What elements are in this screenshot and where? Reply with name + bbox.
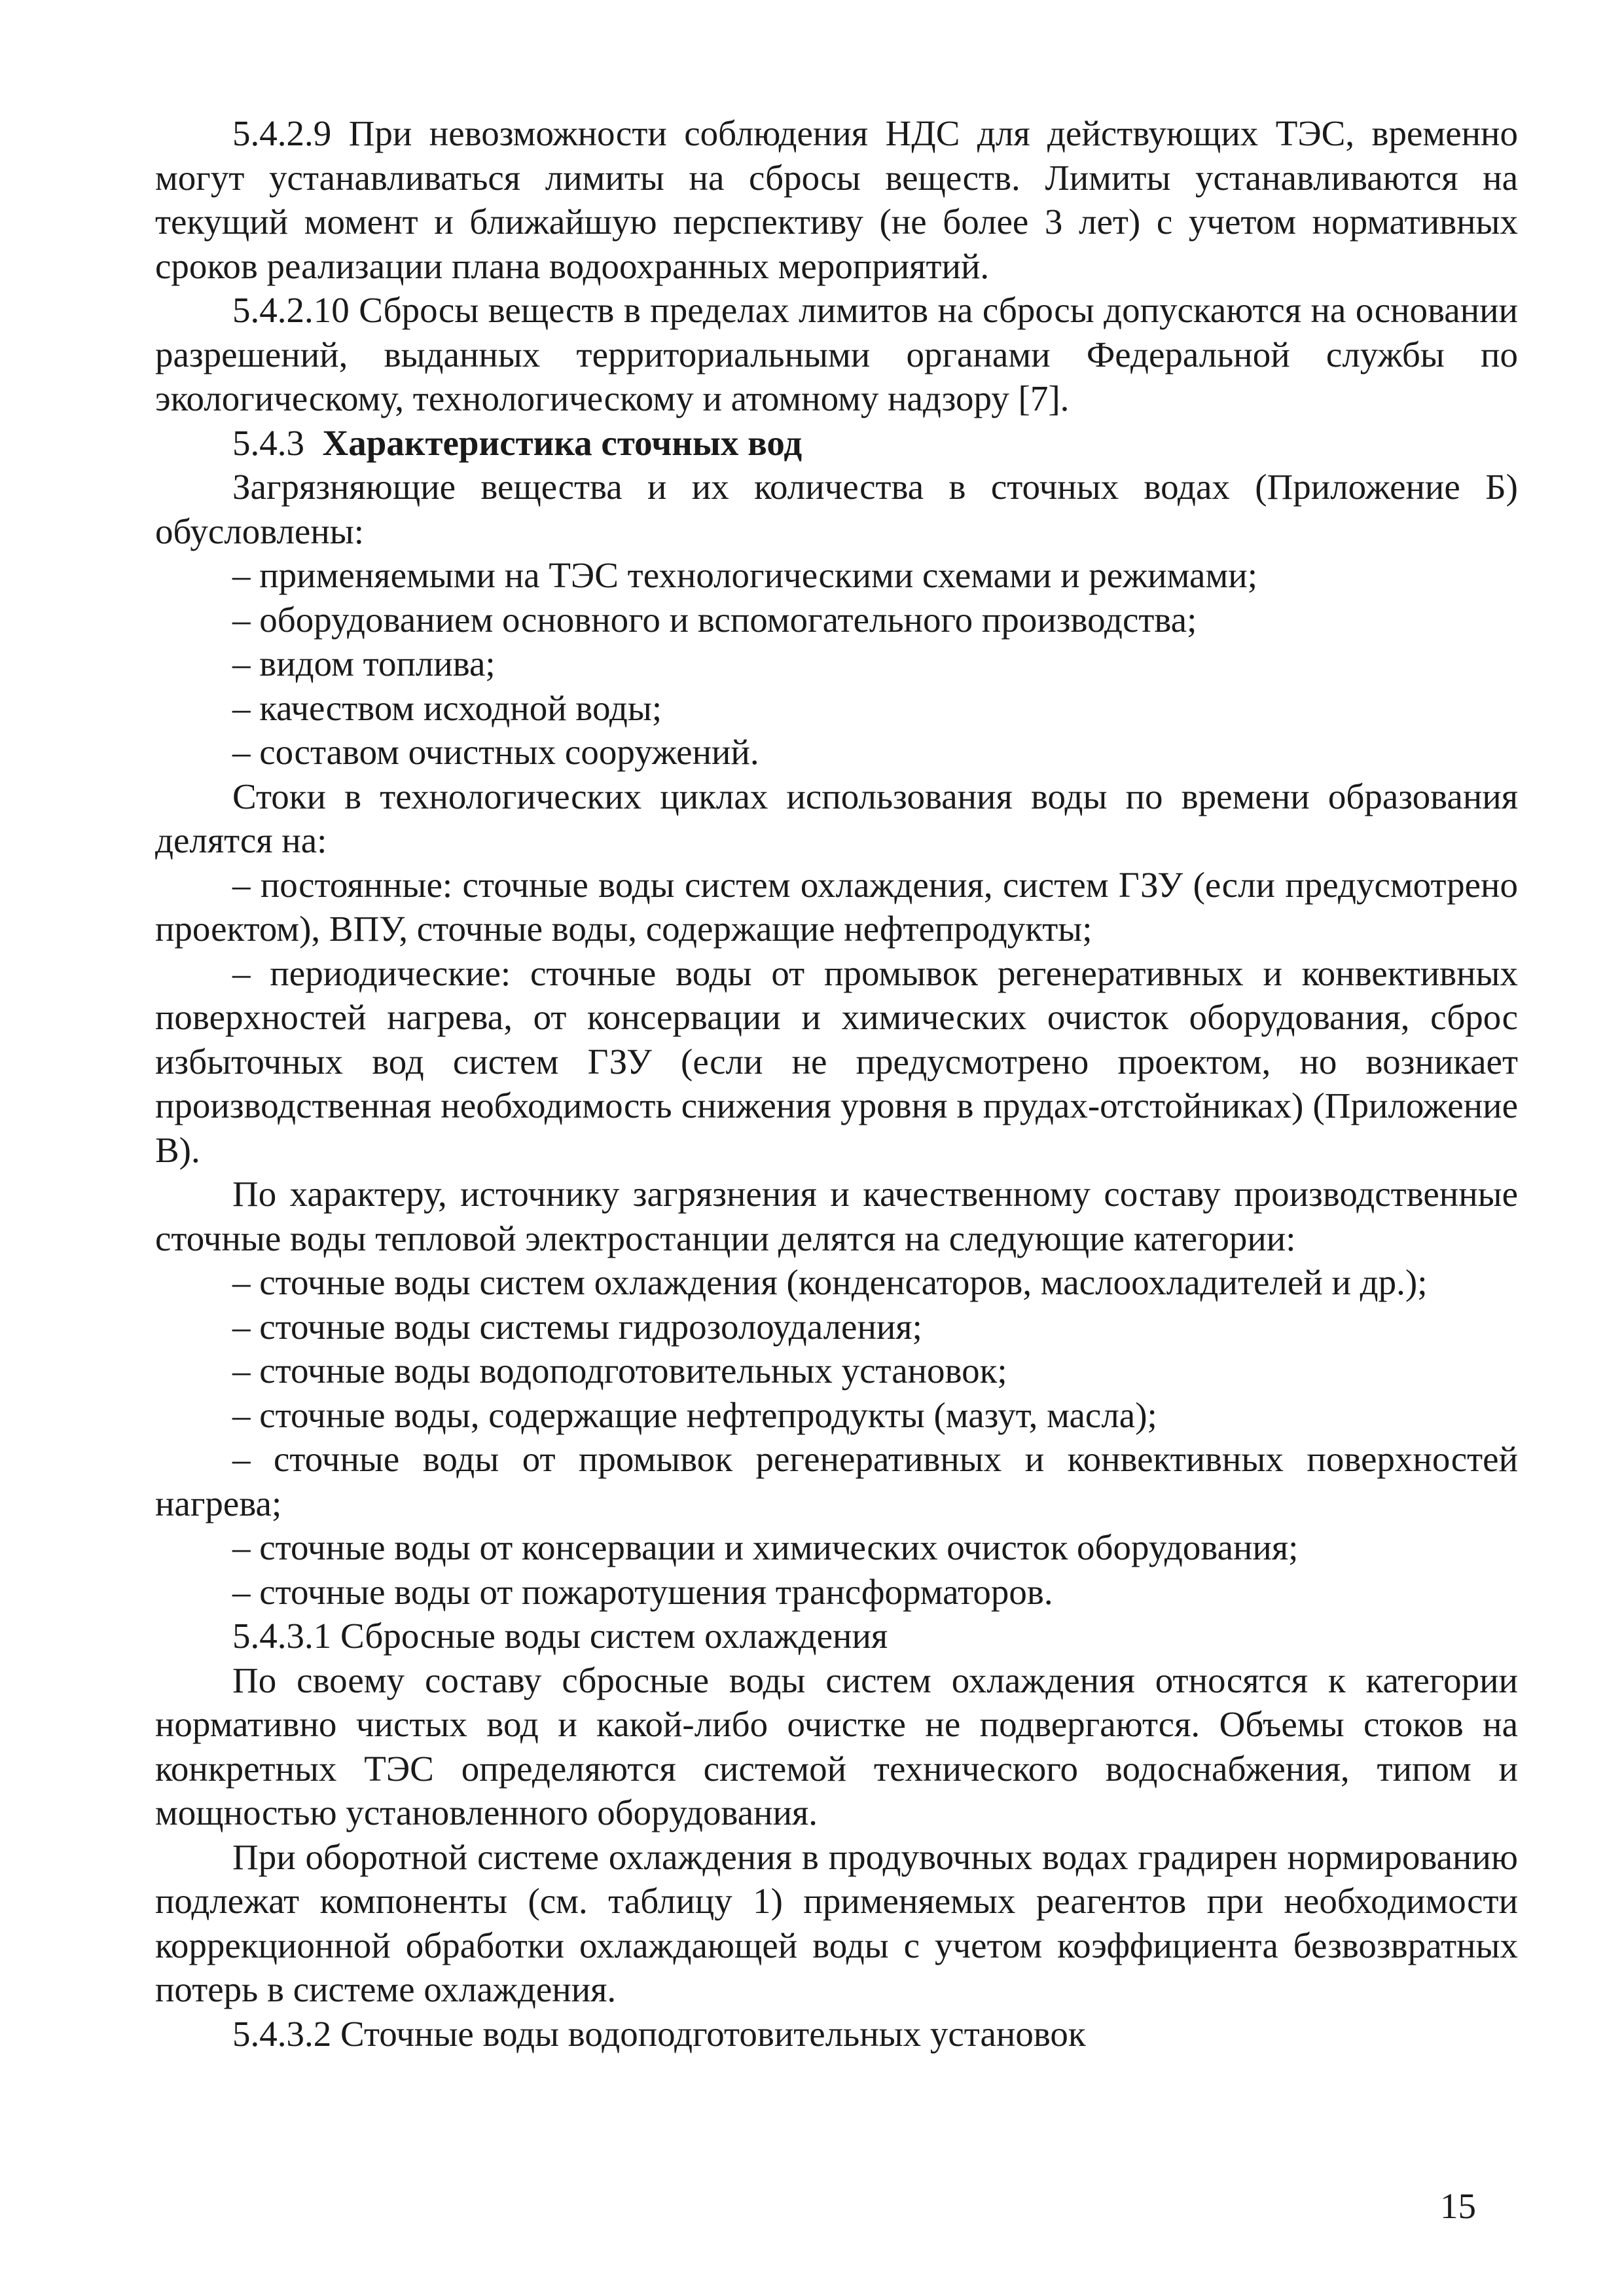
document-page (155, 111, 1518, 2056)
list-item: – сточные воды системы гидрозолоудаления; (155, 1305, 1518, 1349)
list-item: – оборудованием основного и вспомогательного производства; (155, 598, 1518, 642)
subsection-heading-5-4-3-2: 5.4.3.2 Сточные воды водоподготовительных установок (232, 2013, 1086, 2054)
list-item: – применяемыми на ТЭС технологическими схемами и режимами; (155, 553, 1518, 598)
cooling-paragraph-2: При оборотной системе охлаждения в продувочных водах градирен нормированию подлежат компоненты (см. таблицу 1) применяемых реагентов при необходимости коррекционной обработки охлаждающей воды с учетом коэффициента безвозвратных потерь в системе охлаждения. (155, 1836, 1518, 2009)
cooling-paragraph-1: По своему составу сбросные воды систем охлаждения относятся к категории нормативно чистых вод и какой-либо очистке не подвергаются. Объемы стоков на конкретных ТЭС определяются системой технического водоснабжения, типом и мощностью установленного оборудования. (155, 1660, 1518, 1832)
page-number: 15 (1440, 2186, 1476, 2226)
list-item: – сточные воды от промывок регенеративных и конвективных поверхностей нагрева; (155, 1437, 1518, 1525)
list-item: – качеством исходной воды; (155, 686, 1518, 731)
list-item: – периодические: сточные воды от промывок регенеративных и конвективных поверхностей нагрева, от консервации и химических очисток оборудования, сброс избыточных вод систем ГЗУ (если не предусмотрено проектом, но возникает производственная необходимость снижения уровня в прудах-отстойниках) (Приложение В). (155, 951, 1518, 1173)
list-item: – составом очистных сооружений. (155, 730, 1518, 774)
time-intro: Стоки в технологических циклах использования воды по времени образования делятся на: (155, 776, 1518, 860)
list-item: – сточные воды от пожаротушения трансформаторов. (155, 1570, 1518, 1614)
list-item: – сточные воды систем охлаждения (конденсаторов, маслоохладителей и др.); (155, 1260, 1518, 1305)
categories-intro: По характеру, источнику загрязнения и качественному составу производственные сточные воды тепловой электростанции делятся на следующие категории: (155, 1174, 1518, 1258)
section-number: 5.4.3 (232, 422, 304, 463)
section-title: Характеристика сточных вод (322, 422, 803, 463)
list-item: – видом топлива; (155, 642, 1518, 686)
section-heading-5-4-3 (155, 421, 1518, 465)
paragraph-5-4-2-10: 5.4.2.10 Сбросы веществ в пределах лимитов на сбросы допускаются на основании разрешений, выданных территориальными органами Федеральной службы по экологическому, технологическому и атомному надзору [7]. (155, 290, 1518, 418)
list-item: – постоянные: сточные воды систем охлаждения, систем ГЗУ (если предусмотрено проектом), ВПУ, сточные воды, содержащие нефтепродукты; (155, 863, 1518, 951)
list-item: – сточные воды водоподготовительных установок; (155, 1349, 1518, 1393)
list-item: – сточные воды от консервации и химических очисток оборудования; (155, 1525, 1518, 1570)
pollutants-intro: Загрязняющие вещества и их количества в сточных водах (Приложение Б) обусловлены: (155, 467, 1518, 551)
list-item: – сточные воды, содержащие нефтепродукты (мазут, масла); (155, 1393, 1518, 1438)
subsection-heading-5-4-3-1: 5.4.3.1 Сбросные воды систем охлаждения (232, 1616, 888, 1656)
paragraph-5-4-2-9: 5.4.2.9 При невозможности соблюдения НДС для действующих ТЭС, временно могут устанавливаться лимиты на сбросы веществ. Лимиты устанавливаются на текущий момент и ближайшую перспективу (не более 3 лет) с учетом нормативных сроков реализации плана водоохранных мероприятий. (155, 113, 1518, 286)
